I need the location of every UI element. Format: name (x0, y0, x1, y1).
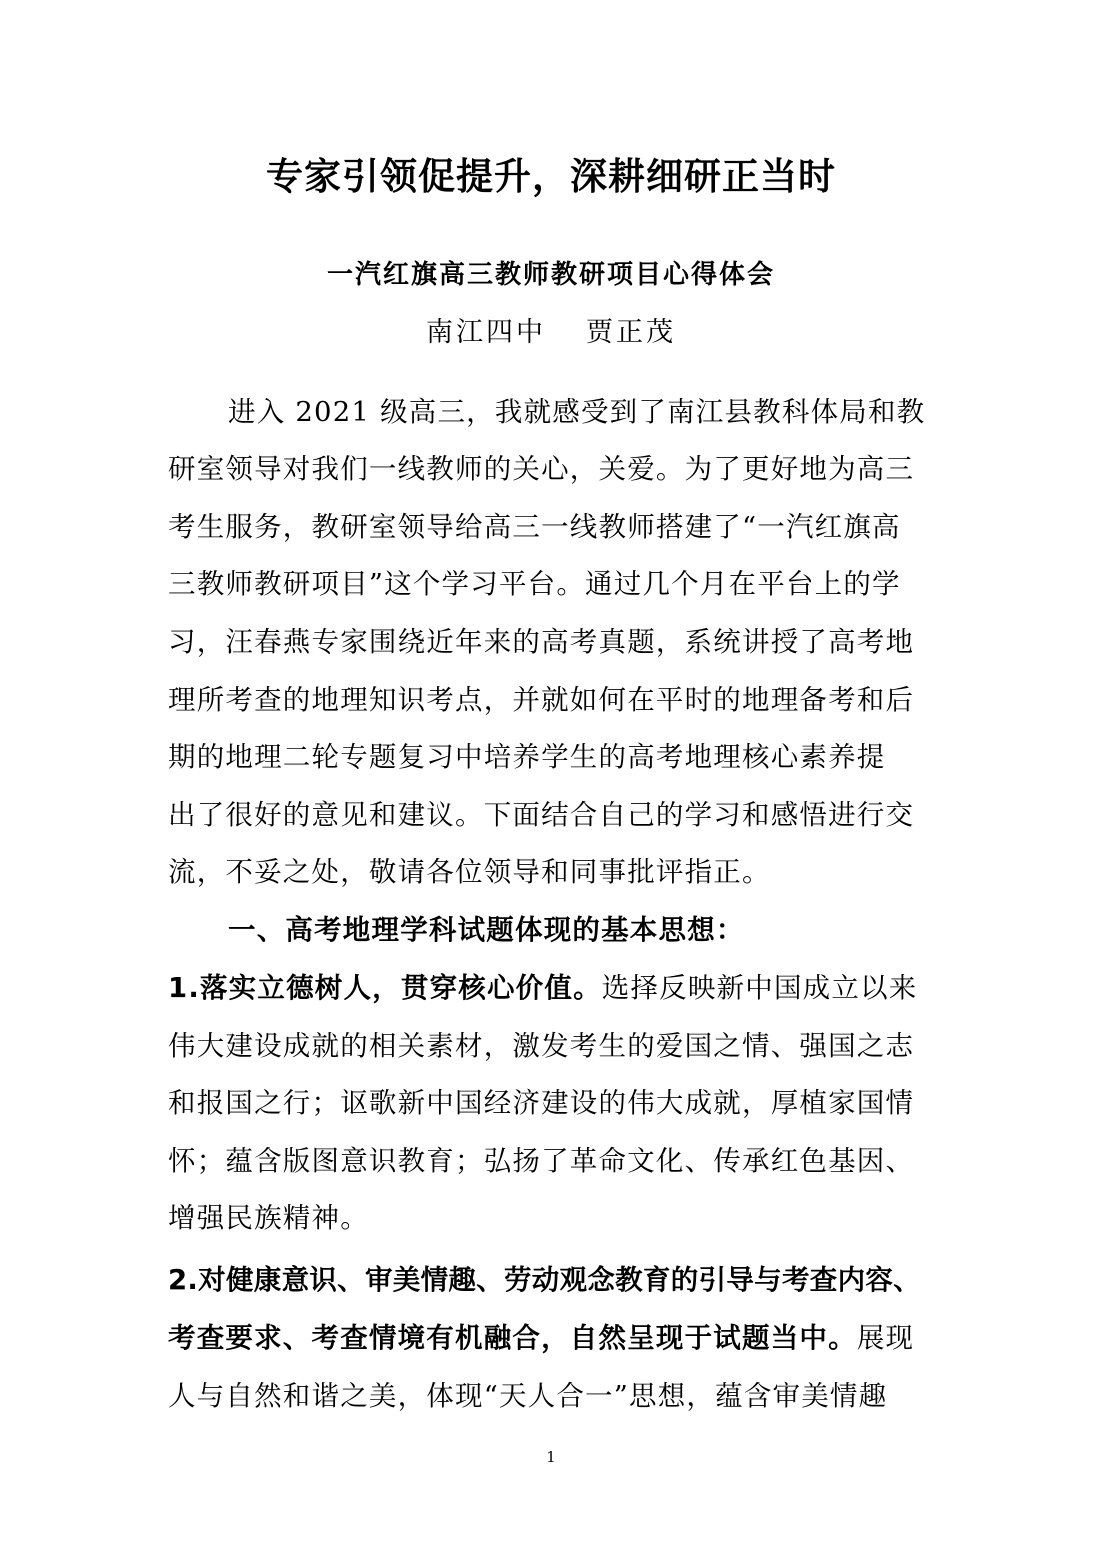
paragraph-line: 考生服务，教研室领导给高三一线教师搭建了“一汽红旗高 (168, 511, 901, 543)
paragraph-line: 增强民族精神。 (168, 1202, 369, 1234)
author-line (0, 310, 1102, 349)
point-2-heading-line2: 考查要求、考查情境有机融合，自然呈现于试题当中。 (168, 1322, 857, 1354)
page-number: 1 (546, 1448, 556, 1466)
section-heading: 一、高考地理学科试题体现的基本思想： (228, 914, 745, 946)
paragraph-line: 研室领导对我们一线教师的关心，关爱。为了更好地为高三 (168, 453, 915, 485)
paragraph-line: 期的地理二轮专题复习中培养学生的高考地理核心素养提 (168, 741, 886, 773)
paragraph-line: 流，不妥之处，敬请各位领导和同事批评指正。 (168, 856, 771, 888)
paragraph-line: 伟大建设成就的相关素材，激发考生的爱国之情、强国之志 (168, 1030, 915, 1062)
point-2-heading-line1: 2.对健康意识、审美情趣、劳动观念教育的引导与考查内容、 (168, 1264, 921, 1296)
page-subtitle: 一汽红旗高三教师教研项目心得体会 (326, 260, 775, 290)
point-1-first-line (168, 968, 938, 1008)
point-2-line2 (168, 1318, 938, 1358)
paragraph-line: 理所考查的地理知识考点，并就如何在平时的地理备考和后 (168, 684, 915, 716)
author-name: 贾正茂 (586, 317, 676, 348)
point-2-text: 展现 (856, 1322, 915, 1354)
author-school: 南江四中 (426, 317, 546, 348)
paragraph-line: 三教师教研项目”这个学习平台。通过几个月在平台上的学 (168, 568, 901, 600)
paragraph-line: 习，汪春燕专家围绕近年来的高考真题，系统讲授了高考地 (168, 626, 915, 658)
paragraph-line: 进入 2021 级高三，我就感受到了南江县教科体局和教 (228, 396, 926, 428)
paragraph-line: 人与自然和谐之美，体现“天人合一”思想，蕴含审美情趣 (168, 1380, 888, 1412)
paragraph-line: 出了很好的意见和建议。下面结合自己的学习和感悟进行交 (168, 799, 915, 831)
paragraph-line: 怀；蕴含版图意识教育；弘扬了革命文化、传承红色基因、 (168, 1145, 915, 1177)
point-1-text: 选择反映新中国成立以来 (601, 972, 918, 1004)
page-title: 专家引领促提升，深耕细研正当时 (266, 155, 836, 198)
point-1-heading: 1.落实立德树人，贯穿核心价值。 (168, 972, 602, 1004)
paragraph-line: 和报国之行；讴歌新中国经济建设的伟大成就，厚植家国情 (168, 1087, 915, 1119)
